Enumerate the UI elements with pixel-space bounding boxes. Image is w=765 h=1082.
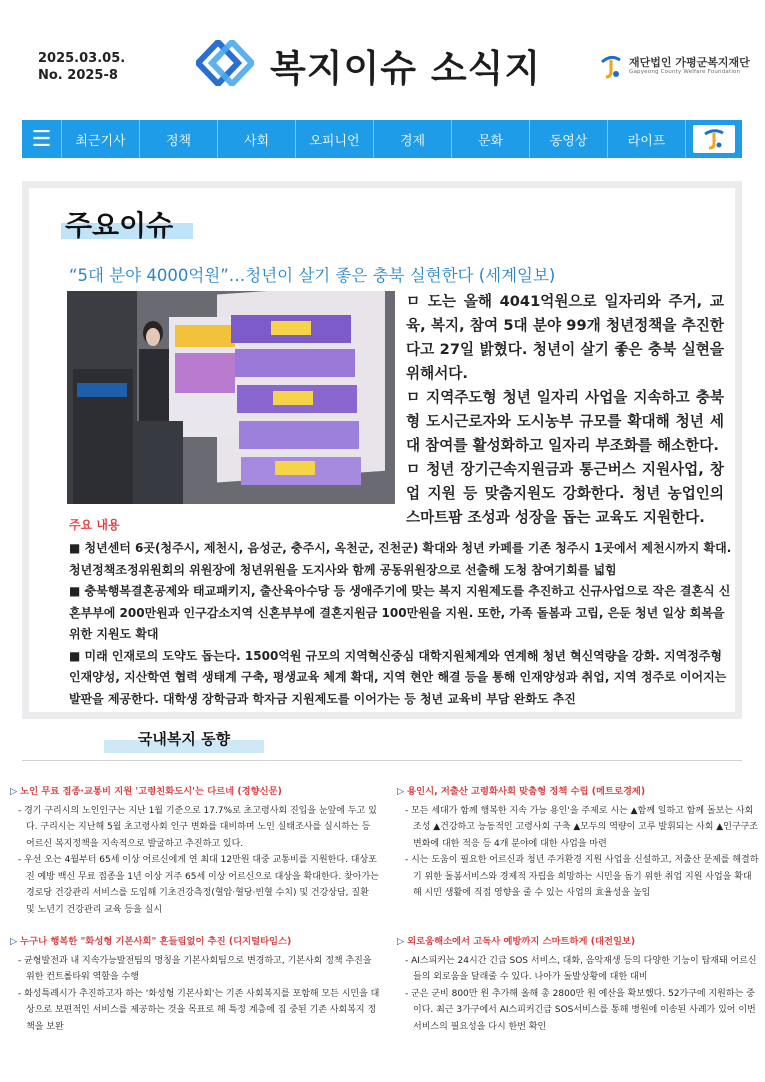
news-item	[10, 934, 380, 1035]
blue-diamond-logo-icon	[196, 40, 254, 86]
news-bullet: - AI스피커는 24시간 긴급 SOS 서비스, 대화, 음악재생 등의 다양한 기능이 탑재돼 어르신들의 외로움을 달래줄 수 있다. 나아가 돌발상황에 대한 대비	[405, 955, 757, 982]
hamburger-icon[interactable]: ☰	[22, 120, 62, 158]
nav-item-policy[interactable]: 정책	[140, 120, 218, 158]
triangle-right-icon: ▷	[397, 786, 405, 797]
lead-paragraph: ㅁ 도는 올해 4041억원으로 일자리와 주거, 교육, 복지, 참여 5대 분야 99개 청년정책을 추진한다고 27일 밝혔다. 청년이 살기 좋은 충북 실현을 위해서다.	[406, 293, 724, 382]
issue-number: No. 2025-8	[38, 68, 118, 83]
news-bullet: - 화성특례시가 추진하고자 하는 '화성형 기본사회'는 기존 사회복지를 포함해 모든 시민을 대상으로 보편적인 서비스를 제공하는 것을 목표로 해 특정 계층에 집 중된 기존 사회복지 정책을 보완	[18, 988, 380, 1032]
nav-item-opinion[interactable]: 오피니언	[296, 120, 374, 158]
news-bullet: - 시는 도움이 필요한 어르신과 청년 주거환경 지원 사업을 신설하고, 저출산 문제를 해결하기 위한 돌봄서비스와 경제적 자립을 희망하는 시민을 돕기 위한 취업 지원 사업을 확대해 시민 생활에 직접 영향을 줄 수 있는 사업의 효율성을 높임	[405, 855, 759, 898]
news-bullet: - 우선 오는 4월부터 65세 이상 어르신에게 연 최대 12만원 대중 교통비를 지원한다. 대상포진 예방 백신 무료 접종을 1년 이상 거주 65세 이상 어르신으로 대상을 확대한다. 찾아가는 경로당 건강관리 서비스를 도입해 기초건강측정(혈압·혈당·빈혈 수치) 및 건강상담, 질환 및 노년기 건강관리 교육 등을 실시	[18, 855, 379, 915]
triangle-right-icon: ▷	[397, 936, 405, 947]
news-bullet: - 균형발전과 내 지속가능발전팀의 명칭을 기본사회팀으로 변경하고, 기본사회 정책 추진을 위한 컨트롤타워 역할을 수행	[18, 955, 372, 982]
section-divider	[22, 760, 742, 761]
key-content-label: 주요 내용	[69, 518, 120, 532]
main-headline[interactable]: “5대 분야 4000억원”…청년이 살기 좋은 충북 실현한다 (세계일보)	[69, 266, 556, 285]
lead-paragraph: ㅁ 지역주도형 청년 일자리 사업을 지속하고 충북형 도시근로자와 도시농부 규모를 확대해 청년 세대 참여를 활성화하고 일자리 부조화를 해소한다.	[406, 389, 724, 454]
nav-item-life[interactable]: 라이프	[608, 120, 686, 158]
news-item	[10, 784, 380, 918]
nav-item-society[interactable]: 사회	[218, 120, 296, 158]
nav-item-video[interactable]: 동영상	[530, 120, 608, 158]
key-point: ■ 청년센터 6곳(청주시, 제천시, 음성군, 충주시, 옥천군, 진천군) 확대와 청년 카페를 기존 청주시 1곳에서 제천시까지 확대. 청년정책조정위원회의 위원장에 청년위원을 도지사와 함께 공동위원장으로 선출해 도청 참여기회를 넓힘	[69, 541, 732, 577]
main-issue-box	[22, 181, 742, 719]
news-item	[397, 784, 759, 902]
main-issue-title: 주요이슈	[65, 204, 173, 244]
triangle-right-icon: ▷	[10, 786, 18, 797]
domestic-section-title: 국내복지 동향	[104, 728, 264, 754]
org-brand	[598, 52, 750, 80]
foundation-badge-icon	[693, 125, 735, 153]
press-briefing-photo	[67, 291, 395, 504]
foundation-logo-icon	[598, 52, 624, 80]
key-point: ■ 미래 인재로의 도약도 돕는다. 1500억원 규모의 지역혁신중심 대학지원체계와 연계해 청년 혁신역량을 강화. 지역정주형 인재양성, 지산학연 협력 생태계 구축, 평생교육 체계 확대, 지역 현안 해결 등을 통해 인재양성과 취업, 지역 정주로 이어지는 발판을 제공한다. 대학생 장학금과 학자금 지원제도를 이어가는 등 청년 교육비 부담 완화도 추진	[69, 648, 727, 706]
lead-summary	[406, 290, 724, 530]
nav-item-economy[interactable]: 경제	[374, 120, 452, 158]
key-content-list	[69, 538, 735, 710]
issue-meta	[38, 50, 125, 84]
news-title[interactable]: ▷ 노인 무료 접종·교통비 지원 '고령친화도시'는 다르네 (경향신문)	[10, 786, 282, 797]
nav-item-recent[interactable]: 최근기사	[62, 120, 140, 158]
news-title[interactable]: ▷ 외로움해소에서 고독사 예방까지 스마트하게 (대전일보)	[397, 936, 636, 947]
news-bullet: - 군은 군비 800만 원 추가해 올해 총 2800만 원 예산을 확보했다. 52가구에 지원하는 중이다. 최근 3가구에서 AI스피커긴급 SOS서비스를 통해 병원에 이송된 사례가 있어 이번 서비스의 필요성을 다시 한번 확인	[405, 988, 756, 1032]
newsletter-title: 복지이슈 소식지	[270, 47, 542, 90]
org-name-en: Gapyeong County Welfare Foundation	[629, 69, 741, 75]
key-point: ■ 충북행복결혼공제와 태교패키지, 출산육아수당 등 생애주기에 맞는 복지 지원제도를 추진하고 신규사업으로 작은 결혼식 신혼부부에 200만원과 인구감소지역 신혼부부에 결혼지원금 100만원을 지원. 또한, 가족 돌봄과 고립, 은둔 청년 일상 회복을 위한 지원도 확대	[69, 584, 731, 641]
nav-home-logo[interactable]	[686, 120, 742, 158]
news-item	[397, 934, 759, 1035]
org-name: 재단법인 가평군복지재단	[629, 56, 750, 69]
news-title[interactable]: ▷ 누구나 행복한 "화성형 기본사회" 흔들림없이 추진 (디지털타임스)	[10, 936, 292, 947]
news-title[interactable]: ▷ 용인시, 저출산 고령화사회 맞춤형 정책 수립 (메트로경제)	[397, 786, 646, 797]
nav-item-culture[interactable]: 문화	[452, 120, 530, 158]
main-nav	[22, 120, 742, 158]
issue-date: 2025.03.05.	[38, 51, 126, 66]
news-bullet: - 모든 세대가 함께 행복한 지속 가능 용인'을 주제로 시는 ▲함께 일하고 함께 돌보는 사회 조성 ▲건강하고 능동적인 고령사회 구축 ▲모두의 역량이 고루 발휘되는 사회 ▲인구구조 변화에 대한 적응 등 4개 분야에 대한 사업을 마련	[405, 805, 758, 849]
lead-paragraph: ㅁ 청년 장기근속지원금과 통근버스 지원사업, 창업 지원 등 맞춤지원도 강화한다. 청년 농업인의 스마트팜 조성과 성장을 돕는 교육도 지원한다.	[406, 461, 724, 526]
news-bullet: - 경기 구리시의 노인인구는 지난 1월 기준으로 17.7%로 초고령사회 진입을 눈앞에 두고 있다. 구리시는 지난해 5월 초고령사회 인구 변화를 대비하며 노인 실태조사를 실시하는 등 어르신 복지정책을 지속적으로 발굴하고 추진하고 있다.	[18, 805, 377, 849]
triangle-right-icon: ▷	[10, 936, 18, 947]
